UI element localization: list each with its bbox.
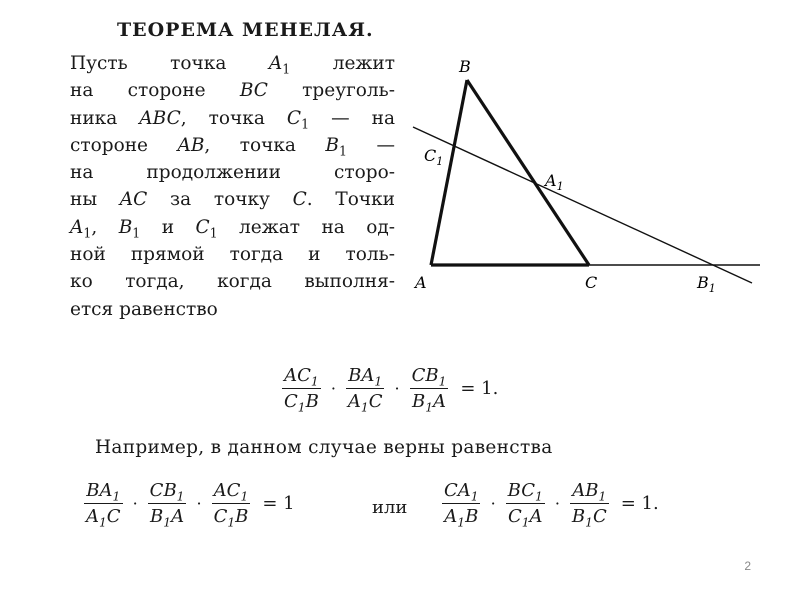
numerator [282,365,321,388]
formula-subscript: 1 [425,400,433,415]
formula-subscript: 1 [521,515,530,530]
multiply-dot: · [554,494,560,513]
text-segment: за точку [147,189,293,211]
numerator [442,480,481,503]
subscript: 1 [209,225,218,241]
text-segment: ной прямой тогда и толь- [70,244,395,266]
text-segment: — на [309,107,395,129]
denominator [346,388,385,415]
multiply-dot: · [330,379,336,398]
math-symbol: A [70,216,84,238]
numerator [346,365,384,388]
math-symbol: C [286,107,302,129]
formula-letter: C [106,506,121,527]
numerator [148,480,187,503]
fraction [410,365,449,415]
formula-letter: AC [213,480,241,501]
page-number: 2 [744,559,751,573]
formula-subscript: 1 [240,489,249,504]
fraction [506,480,545,530]
formula-letter: B [465,506,479,527]
fraction [282,365,321,415]
example-formula-right [438,480,659,530]
math-symbol: B [118,216,133,238]
text-segment: стороне [70,134,178,156]
text-segment: и [140,216,196,238]
text-segment: — [347,134,396,156]
denominator [506,503,545,530]
label-b1: $B_1$ [697,273,716,295]
math-symbol: B [325,134,340,156]
math-symbol: C [292,189,307,211]
theorem-line [70,50,395,77]
text-segment: треуголь- [267,80,395,102]
text-segment: лежат на од- [217,216,395,238]
subscript: 1 [83,225,92,241]
text-segment: ется равенство [70,298,218,320]
math-symbol: A [268,53,283,74]
formula-letter: B [235,506,249,527]
formula-letter: C [284,391,298,412]
label-b: B [459,57,471,76]
formula-letter: CB [411,365,439,386]
formula-letter: A [444,506,458,527]
formula-subscript: 1 [310,374,319,389]
math-symbol: BC [239,80,268,102]
label-c: C [585,273,598,292]
formula-subscript: 1 [112,489,121,504]
formula-subscript: 1 [163,515,172,530]
theorem-line [70,186,395,213]
formula-letter: C [507,506,522,527]
connector-word: или [372,497,408,518]
example-formula-left [80,480,295,530]
math-symbol: AB [177,134,205,156]
formula-subscript: 1 [176,489,185,504]
fraction [346,365,385,415]
multiply-dot: · [132,494,138,513]
text-segment: , [91,216,119,238]
text-segment: лежит [290,53,395,74]
text-segment: ны [70,189,120,211]
fraction [148,480,187,530]
text-segment: Пусть точка [70,53,269,74]
numerator [410,365,449,388]
theorem-line [70,105,395,132]
numerator [506,480,545,503]
text-segment: . Точки [306,189,395,211]
multiply-dot: · [196,494,202,513]
formula-letter: A [171,506,185,527]
theorem-line [70,77,395,104]
formula-letter: B [571,506,586,527]
formula-subscript: 1 [585,515,593,530]
math-symbol: ABC [139,107,181,129]
label-c1: $C_1$ [424,146,444,168]
equals-one: = 1 [262,493,295,514]
denominator [282,388,321,415]
multiply-dot: · [490,494,496,513]
fraction [212,480,251,530]
formula-subscript: 1 [470,489,479,504]
formula-letter: A [529,506,543,527]
text-segment: на продолжении сторо- [70,162,395,184]
formula-subscript: 1 [227,515,236,530]
formula-letter: AB [572,480,599,501]
formula-letter: BA [348,365,375,386]
theorem-title: ТЕОРЕМА МЕНЕЛАЯ. [117,19,374,41]
numerator [212,480,251,503]
subscript: 1 [339,143,348,159]
subscript: 1 [282,61,291,77]
denominator [148,503,186,530]
menelaus-figure [405,50,765,300]
denominator [410,388,448,415]
text-segment: ника [70,107,140,129]
numerator [84,480,122,503]
numerator [570,480,608,503]
side-ab [431,80,467,265]
formula-subscript: 1 [457,515,466,530]
text-segment: ко тогда, когда выполня- [70,271,395,293]
multiply-dot: · [394,379,400,398]
denominator [212,503,251,530]
equals-one: = 1. [460,378,499,399]
formula-subscript: 1 [374,374,383,389]
formula-letter: BC [507,480,536,501]
theorem-line [70,214,395,241]
math-symbol: AC [119,189,148,211]
formula-letter: C [213,506,228,527]
formula-letter: B [150,506,164,527]
formula-subscript: 1 [535,489,543,504]
formula-subscript: 1 [99,515,107,530]
denominator [570,503,609,530]
theorem-line [70,159,395,186]
formula-letter: B [411,391,426,412]
text-segment: , точка [180,107,287,129]
text-segment: на стороне [70,80,240,102]
fraction [570,480,609,530]
fraction [442,480,481,530]
theorem-line [70,241,395,268]
side-bc [467,80,589,265]
theorem-statement [70,50,395,323]
formula-letter: CA [444,480,471,501]
subscript: 1 [132,225,141,241]
menelaus-formula [278,365,499,415]
formula-subscript: 1 [297,400,306,415]
math-symbol: C [195,216,210,238]
formula-letter: C [592,506,607,527]
formula-letter: A [347,391,361,412]
denominator [442,503,480,530]
formula-letter: BA [86,480,113,501]
subscript: 1 [301,115,310,131]
fraction [84,480,123,530]
label-a1: $A_1$ [545,171,564,193]
theorem-line [70,296,395,323]
formula-letter: CB [149,480,177,501]
theorem-line [70,132,395,159]
formula-letter: A [86,506,99,527]
equals-one: = 1. [620,493,659,514]
formula-letter: B [305,391,319,412]
theorem-line [70,268,395,295]
transversal-line [413,127,752,283]
formula-letter: A [432,391,446,412]
text-segment: , точка [204,134,326,156]
example-intro: Например, в данном случае верны равенства [95,437,553,458]
label-a: A [415,273,427,292]
formula-subscript: 1 [598,489,607,504]
formula-subscript: 1 [438,374,447,389]
formula-letter: AC [284,365,311,386]
formula-letter: C [368,391,383,412]
formula-subscript: 1 [360,400,369,415]
denominator [84,503,123,530]
